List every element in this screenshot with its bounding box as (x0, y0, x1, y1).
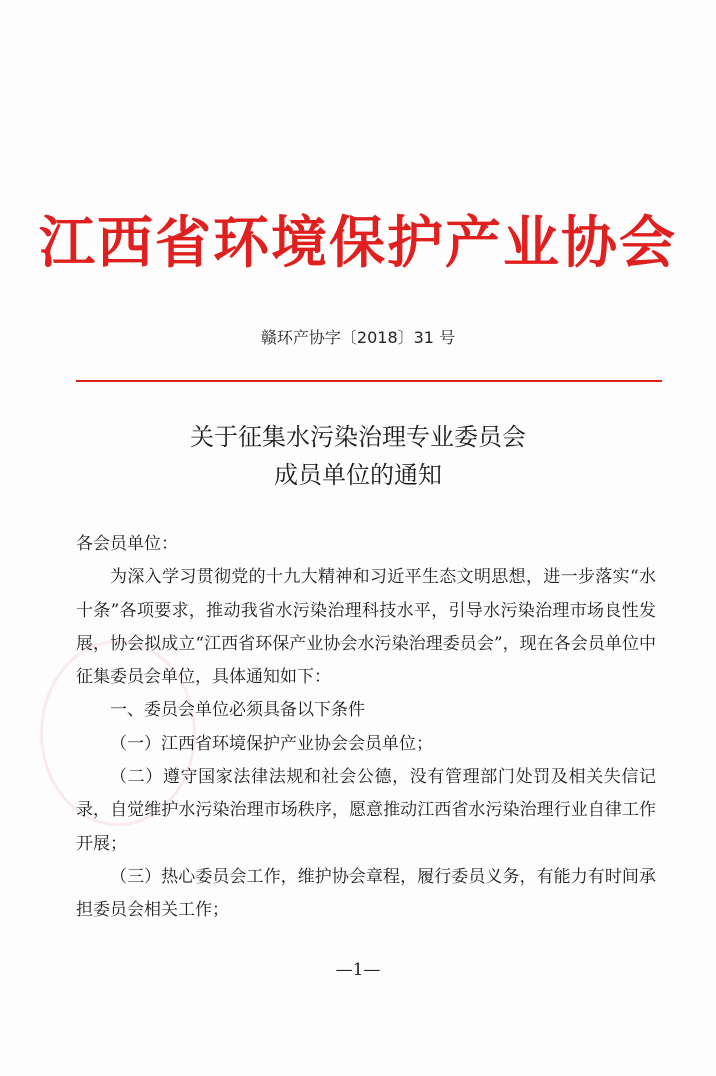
notice-title-line-2: 成员单位的通知 (274, 461, 442, 489)
condition-item-1: （一）江西省环境保护产业协会会员单位； (110, 733, 433, 754)
salutation: 各会员单位： (76, 534, 178, 554)
organization-header: 江西省环境保护产业协会 (39, 210, 677, 276)
paragraph-intro: 为深入学习贯彻党的十九大精神和习近平生态文明思想，进一步落实“水十条”各项要求，推动我省水污染治理科技水平，引导水污染治理市场良性发展，协会拟成立“江西省环保产业协会水污染治理委员会”，现在各会员单位中征集委员会单位，具体通知如下： (76, 567, 656, 688)
document-number: 赣环产协字〔2018〕31 号 (260, 328, 456, 347)
page-number: —1— (335, 960, 381, 980)
red-divider-line (76, 380, 662, 382)
condition-item-3: （三）热心委员会工作，维护协会章程，履行委员义务，有能力有时间承担委员会相关工作； (76, 866, 656, 921)
notice-title-line-1: 关于征集水污染治理专业委员会 (190, 423, 526, 451)
notice-title (0, 418, 716, 494)
notice-body (76, 528, 656, 928)
section-heading-conditions: 一、委员会单位必须具备以下条件 (110, 700, 365, 721)
condition-item-2: （二）遵守国家法律法规和社会公德，没有管理部门处罚及相关失信记录，自觉维护水污染治理市场秩序，愿意推动江西省水污染治理行业自律工作开展； (76, 767, 656, 854)
